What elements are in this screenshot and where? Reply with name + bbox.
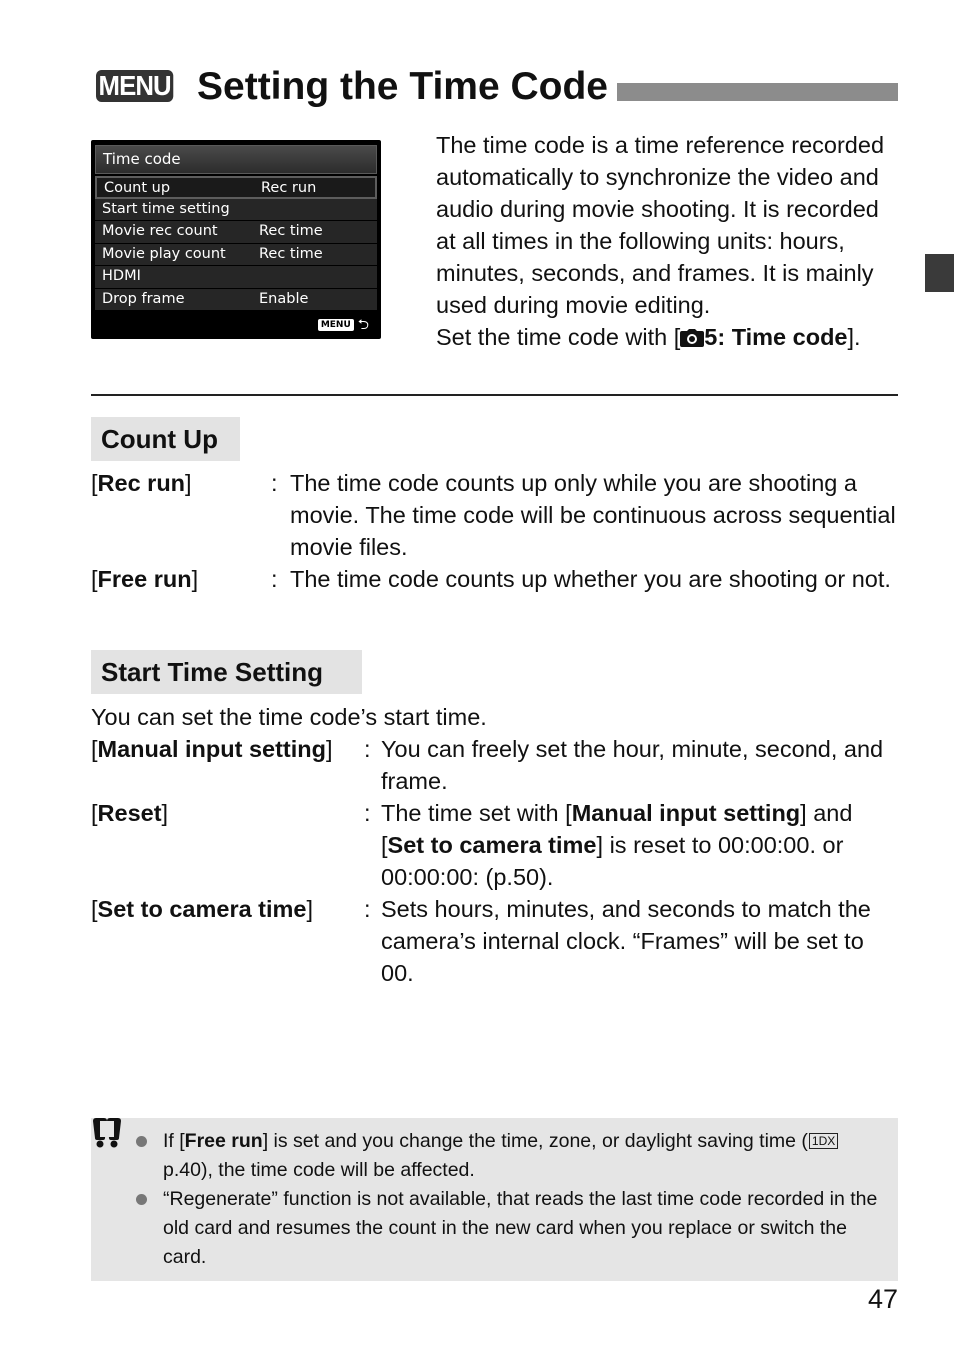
camera-menu-row-value: Rec run: [261, 180, 317, 196]
section-divider: [91, 394, 898, 396]
camera-menu-row-count-up: [95, 176, 377, 199]
definition-description: You can freely set the hour, minute, second, and frame.: [381, 736, 884, 794]
definition-description: The time set with [Manual input setting] and [Set to camera time] is reset to 00:00:00. or 00:00:00: (p.50).: [381, 800, 853, 890]
camera-menu-list: [95, 176, 377, 311]
caution-icon: [91, 1118, 123, 1148]
camera-menu-row-start-time: [95, 199, 377, 222]
definition-description: The time code counts up only while you are shooting a movie. The time code will be continuous across sequential movie files.: [290, 470, 896, 560]
camera-menu-row-label: Drop frame: [102, 290, 185, 307]
camera-menu-row-drop-frame: [95, 289, 377, 312]
definition-colon: :: [364, 896, 371, 922]
title-bar-decoration: [617, 83, 898, 101]
section-heading-start-time: Start Time Setting: [91, 650, 362, 694]
definition-colon: :: [271, 566, 278, 592]
intro-paragraph: The time code is a time reference recorded automatically to synchronize the video and audio during movie shooting. It is recorded at all times in the following units: hours, minutes, seconds, and frames. It is mainly used during movie editing.: [436, 132, 885, 318]
page-title: Setting the Time Code: [197, 65, 608, 108]
return-arrow-icon: ⮌: [357, 317, 369, 333]
camera-menu-footer: [318, 318, 369, 332]
bullet-icon: [136, 1136, 147, 1147]
definition-term: [Set to camera time]: [91, 896, 314, 922]
menu-badge: MENU: [96, 70, 173, 102]
camera-icon: [680, 329, 704, 347]
definition-description: The time code counts up whether you are shooting or not.: [290, 566, 891, 592]
definition-rec-run: [91, 467, 898, 563]
camera-menu-row-hdmi: [95, 266, 377, 289]
camera-menu-row-value: Enable: [259, 290, 309, 307]
camera-menu-row-label: Start time setting: [102, 200, 230, 217]
camera-menu-row-label: Movie rec count: [102, 223, 218, 239]
menu-button-icon: MENU: [318, 319, 354, 331]
caution-item: “Regenerate” function is not available, that reads the last time code recorded in the old card and resumes the count in the new card when you replace or switch the card.: [163, 1185, 883, 1272]
camera-menu-screenshot: [91, 140, 381, 339]
caution-list: [163, 1127, 883, 1272]
intro-set-instruction: Set the time code with [ 5: Time code].: [436, 324, 861, 350]
camera-menu-row-label: Movie play count: [102, 245, 226, 262]
definition-description: Sets hours, minutes, and seconds to match the camera’s internal clock. “Frames” will be set to 00.: [381, 896, 871, 986]
manual-reference-icon: 1DX: [809, 1133, 838, 1149]
definition-colon: :: [364, 736, 371, 762]
definition-term: [Manual input setting]: [91, 736, 333, 762]
camera-menu-row-label: Count up: [104, 180, 171, 196]
chapter-tab-marker: [925, 254, 954, 292]
camera-menu-row-movie-rec-count: [95, 221, 377, 244]
intro-text: [436, 129, 902, 353]
camera-menu-row-value: Rec time: [259, 223, 323, 239]
definition-reset: [91, 797, 898, 893]
definition-manual-input: [91, 733, 898, 797]
definition-colon: :: [364, 800, 371, 826]
page-number: 47: [867, 1284, 898, 1314]
start-time-intro: You can set the time code’s start time.: [91, 704, 487, 730]
definition-colon: :: [271, 470, 278, 496]
definition-term: [Reset]: [91, 800, 169, 826]
camera-menu-title: Time code: [95, 145, 377, 174]
section-heading-count-up: Count Up: [91, 417, 240, 461]
camera-menu-row-label: HDMI: [102, 268, 141, 284]
definition-set-to-camera-time: [91, 893, 898, 989]
definition-term: [Rec run]: [91, 470, 192, 496]
camera-menu-row-value: Rec time: [259, 245, 323, 262]
definition-free-run: [91, 563, 898, 627]
caution-box: [91, 1118, 898, 1281]
bullet-icon: [136, 1194, 147, 1205]
camera-menu-row-movie-play-count: [95, 244, 377, 267]
definition-term: [Free run]: [91, 566, 199, 592]
caution-item: If [Free run] is set and you change the time, zone, or daylight saving time ( 1DXp.40), the time code will be affected.: [163, 1127, 883, 1185]
